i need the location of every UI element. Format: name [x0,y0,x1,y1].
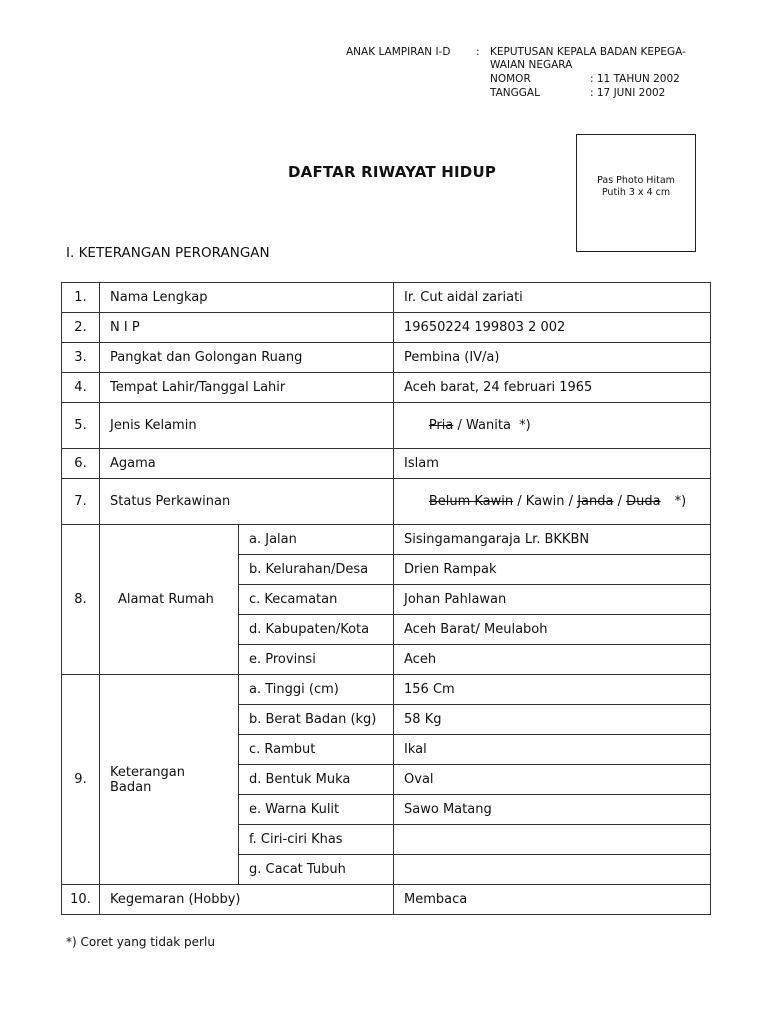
row-label: Keterangan Badan [100,675,239,885]
row-number: 7. [62,479,100,525]
sub-label: g. Cacat Tubuh [239,855,394,885]
sub-label: d. Kabupaten/Kota [239,615,394,645]
row-value: 19650224 199803 2 002 [394,313,711,343]
sub-label: a. Jalan [239,525,394,555]
row-label: Alamat Rumah [100,525,239,675]
row-label: Agama [100,449,394,479]
sub-label: d. Bentuk Muka [239,765,394,795]
row-label: Jenis Kelamin [100,403,394,449]
row-number: 10. [62,885,100,915]
table-row [62,885,711,915]
sub-value: 156 Cm [394,675,711,705]
row-number: 4. [62,373,100,403]
sub-label: c. Rambut [239,735,394,765]
gender-separator: / [453,418,467,433]
photo-text-line2: Putih 3 x 4 cm [601,187,671,198]
sub-value: 58 Kg [394,705,711,735]
section-title: I. KETERANGAN PERORANGAN [66,245,270,261]
table-row [62,373,711,403]
row-value: Islam [394,449,711,479]
marital-separator: / [564,494,578,509]
sub-value: Sawo Matang [394,795,711,825]
gender-option-wanita: Wanita [466,418,511,433]
row-number: 3. [62,343,100,373]
tanggal-label: TANGGAL [490,87,540,99]
sub-value [394,825,711,855]
marital-value [394,479,711,525]
row-label: Pangkat dan Golongan Ruang [100,343,394,373]
footnote: *) Coret yang tidak perlu [66,935,215,949]
row-label: Status Perkawinan [100,479,394,525]
marital-separator: / [513,494,526,509]
keputusan-line2: WAIAN NEGARA [490,59,573,71]
table-row [62,525,711,555]
table-row [62,283,711,313]
sub-label: e. Provinsi [239,645,394,675]
gender-note: *) [510,418,531,433]
sub-value: Johan Pahlawan [394,585,711,615]
marital-note: *) [674,494,687,509]
sub-label: a. Tinggi (cm) [239,675,394,705]
row-number: 1. [62,283,100,313]
table-row [62,449,711,479]
row-value: Pembina (IV/a) [394,343,711,373]
sub-value: Aceh [394,645,711,675]
gender-value [394,403,711,449]
sub-value: Drien Rampak [394,555,711,585]
row-number: 9. [62,675,100,885]
row-value: Membaca [394,885,711,915]
sub-label: b. Kelurahan/Desa [239,555,394,585]
row-value: Aceh barat, 24 februari 1965 [394,373,711,403]
sub-value [394,855,711,885]
row-number: 8. [62,525,100,675]
page-title: DAFTAR RIWAYAT HIDUP [288,163,497,181]
tanggal-value: : 17 JUNI 2002 [590,87,666,99]
photo-text-line1: Pas Photo Hitam [597,175,675,186]
sub-label: c. Kecamatan [239,585,394,615]
sub-value: Sisingamangaraja Lr. BKKBN [394,525,711,555]
marital-option-kawin: Kawin [525,494,565,509]
sub-label: e. Warna Kulit [239,795,394,825]
nomor-label: NOMOR [490,73,531,85]
marital-option-belum-kawin: Belum Kawin [428,494,514,509]
sub-value: Aceh Barat/ Meulaboh [394,615,711,645]
row-label: Tempat Lahir/Tanggal Lahir [100,373,394,403]
sub-value: Ikal [394,735,711,765]
marital-option-duda: Duda [626,494,661,509]
sub-label: b. Berat Badan (kg) [239,705,394,735]
lampiran-label: ANAK LAMPIRAN I-D [346,46,451,58]
photo-placeholder [576,134,696,252]
sub-value: Oval [394,765,711,795]
row-number: 5. [62,403,100,449]
marital-option-janda: Janda [577,494,614,509]
table-row [62,403,711,449]
row-value: Ir. Cut aidal zariati [394,283,711,313]
table-row [62,313,711,343]
table-row [62,343,711,373]
keputusan-line1: KEPUTUSAN KEPALA BADAN KEPEGA- [490,46,686,58]
personal-info-table [61,282,711,915]
sub-label: f. Ciri-ciri Khas [239,825,394,855]
nomor-value: : 11 TAHUN 2002 [590,73,680,85]
table-row [62,479,711,525]
header-colon: : [476,46,480,58]
row-number: 6. [62,449,100,479]
gender-option-pria: Pria [428,418,454,433]
row-label: Nama Lengkap [100,283,394,313]
table-row [62,675,711,705]
row-label: Kegemaran (Hobby) [100,885,394,915]
row-number: 2. [62,313,100,343]
marital-separator: / [613,494,627,509]
row-label: N I P [100,313,394,343]
